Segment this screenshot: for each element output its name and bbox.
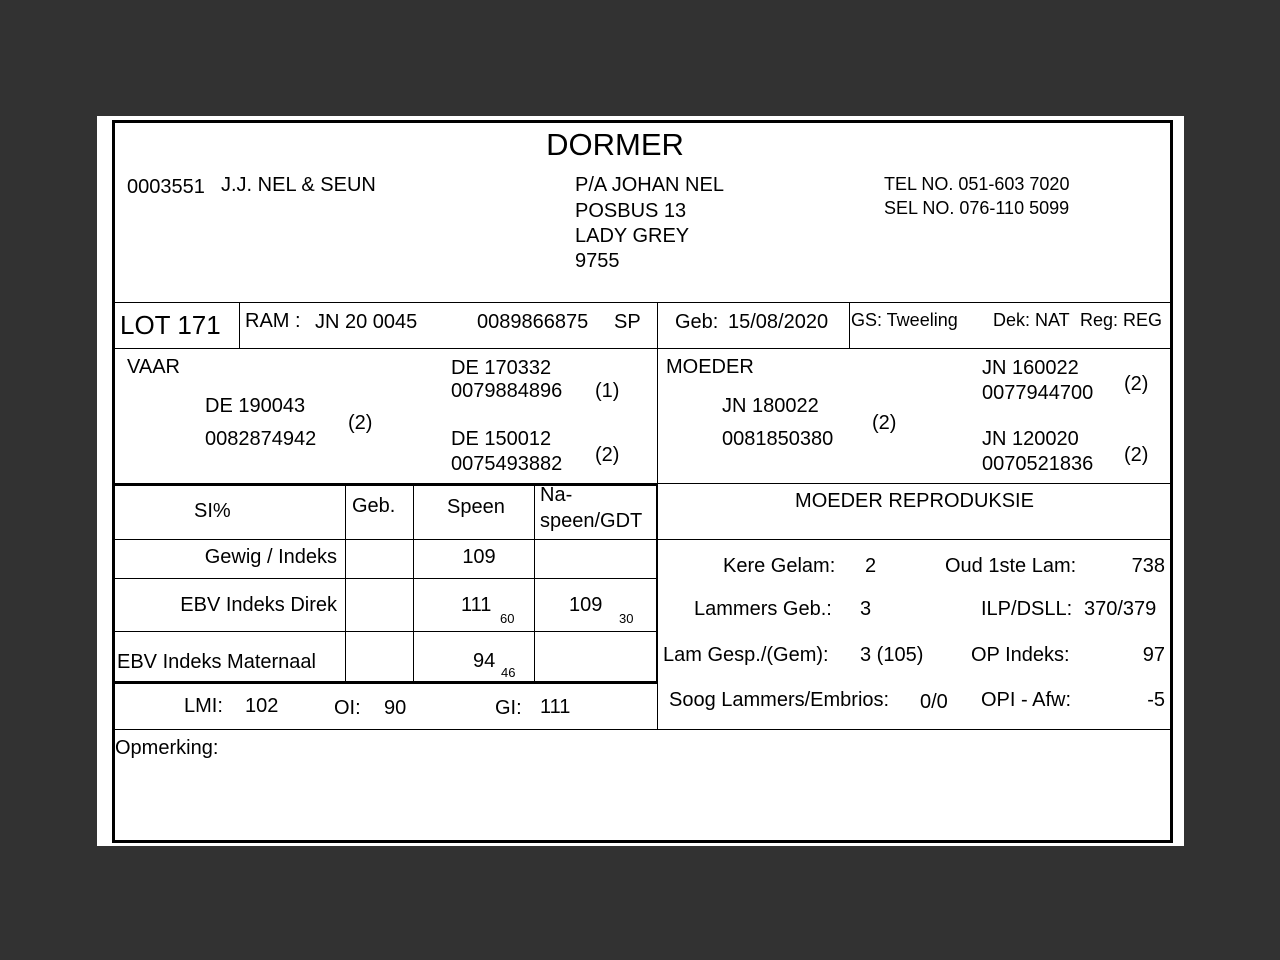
- ebv-direk-speen-accuracy: 60: [500, 611, 515, 626]
- repro-title: MOEDER REPRODUKSIE: [795, 490, 1034, 512]
- vaar-sire-number: 0079884896: [451, 380, 563, 402]
- op-value: 97: [1142, 644, 1165, 666]
- moeder-dam-number: 0070521836: [982, 453, 1094, 475]
- rule: [534, 484, 535, 682]
- row-label-ebv-direk: EBV Indeks Direk: [180, 594, 337, 616]
- ram-label: RAM :: [245, 310, 301, 332]
- frame-left: [112, 120, 115, 842]
- lot-number: LOT 171: [120, 310, 221, 340]
- rule: [658, 539, 1171, 540]
- moeder-sire-id: JN 160022: [982, 357, 1079, 379]
- rule: [115, 631, 657, 632]
- rule: [345, 484, 346, 682]
- si-table-top: [115, 484, 658, 486]
- ebv-maternaal-speen: 94: [473, 650, 496, 672]
- lot-card: [97, 116, 1184, 846]
- si-header: SI%: [194, 500, 231, 522]
- moeder-count: (2): [872, 412, 897, 434]
- frame-right: [1170, 120, 1173, 842]
- address-line-3: LADY GREY: [575, 225, 690, 247]
- oi-value: 90: [384, 697, 407, 719]
- ebv-direk-naspeen-accuracy: 30: [619, 611, 634, 626]
- lmi-value: 102: [245, 695, 279, 717]
- vaar-id: DE 190043: [205, 395, 306, 417]
- rule: [115, 729, 1171, 730]
- clipped-red-text: [162, 838, 1142, 846]
- gewig-speen: 109: [462, 546, 496, 568]
- row-label-gewig: Gewig / Indeks: [204, 546, 337, 568]
- address-line-2: POSBUS 13: [575, 200, 687, 222]
- rule: [849, 302, 850, 348]
- naspeen-header-1: Na-: [540, 484, 573, 506]
- row-label-ebv-maternaal: EBV Indeks Maternaal: [117, 651, 316, 673]
- ilp-value: 370/379: [1084, 598, 1157, 620]
- ebv-maternaal-speen-accuracy: 46: [501, 665, 516, 680]
- rule: [657, 484, 658, 729]
- vaar-sire-id: DE 170332: [451, 357, 552, 379]
- soog-label: Soog Lammers/Embrios:: [669, 689, 890, 711]
- rule: [413, 484, 414, 682]
- opi-label: OPI - Afw:: [981, 689, 1072, 711]
- vaar-dam-number: 0075493882: [451, 453, 563, 475]
- opmerking-label: Opmerking:: [115, 737, 219, 759]
- sel-number: SEL NO. 076-110 5099: [884, 198, 1070, 218]
- vaar-sire-count: (1): [595, 380, 620, 402]
- gi-label: GI:: [495, 697, 522, 719]
- op-label: OP Indeks:: [971, 644, 1070, 666]
- owner-name: J.J. NEL & SEUN: [221, 174, 376, 196]
- ram-id: JN 20 0045: [315, 311, 418, 333]
- gesp-value: 3 (105): [860, 644, 924, 666]
- reg-value: Reg: REG: [1080, 310, 1163, 330]
- geb-header: Geb.: [352, 495, 396, 517]
- ram-sp: SP: [614, 311, 641, 333]
- gs-value: GS: Tweeling: [851, 310, 958, 330]
- rule: [239, 302, 240, 348]
- rule: [115, 348, 1171, 349]
- lmi-label: LMI:: [184, 695, 223, 717]
- ilp-label: ILP/DSLL:: [981, 598, 1073, 620]
- vaar-count: (2): [348, 412, 373, 434]
- gi-value: 111: [540, 696, 571, 718]
- moeder-number: 0081850380: [722, 428, 834, 450]
- oud-label: Oud 1ste Lam:: [945, 555, 1077, 577]
- frame-top: [112, 120, 1173, 123]
- lammers-label: Lammers Geb.:: [694, 598, 832, 620]
- si-table-bottom: [115, 681, 658, 684]
- address-line-4: 9755: [575, 250, 620, 272]
- rule: [115, 539, 657, 540]
- moeder-sire-count: (2): [1124, 373, 1149, 395]
- ebv-direk-naspeen: 109: [569, 594, 603, 616]
- breed-title: DORMER: [546, 127, 684, 162]
- opi-value: -5: [1147, 689, 1165, 711]
- geb-label: Geb:: [675, 311, 719, 333]
- kere-value: 2: [865, 555, 877, 577]
- rule: [115, 578, 657, 579]
- moeder-dam-count: (2): [1124, 444, 1149, 466]
- tel-number: TEL NO. 051-603 7020: [884, 174, 1070, 194]
- moeder-sire-number: 0077944700: [982, 382, 1094, 404]
- speen-header: Speen: [447, 496, 505, 518]
- moeder-id: JN 180022: [722, 395, 819, 417]
- rule: [657, 302, 658, 348]
- gesp-label: Lam Gesp./(Gem):: [663, 644, 829, 666]
- oi-label: OI:: [334, 697, 361, 719]
- vaar-label: VAAR: [127, 356, 180, 378]
- vaar-dam-id: DE 150012: [451, 428, 552, 450]
- moeder-label: MOEDER: [666, 356, 754, 378]
- oud-value: 738: [1131, 555, 1165, 577]
- kere-label: Kere Gelam:: [723, 555, 836, 577]
- geb-date: 15/08/2020: [728, 311, 829, 333]
- vaar-dam-count: (2): [595, 444, 620, 466]
- address-line-1: P/A JOHAN NEL: [575, 174, 724, 196]
- dek-value: Dek: NAT: [993, 310, 1070, 330]
- ram-reg-number: 0089866875: [477, 311, 589, 333]
- vaar-number: 0082874942: [205, 428, 317, 450]
- naspeen-header-2: speen/GDT: [540, 510, 643, 532]
- ebv-direk-speen: 111: [461, 594, 492, 616]
- rule: [657, 348, 658, 483]
- rule: [115, 302, 1171, 303]
- soog-value: 0/0: [920, 691, 948, 713]
- owner-code: 0003551: [127, 176, 205, 198]
- moeder-dam-id: JN 120020: [982, 428, 1079, 450]
- lammers-value: 3: [860, 598, 872, 620]
